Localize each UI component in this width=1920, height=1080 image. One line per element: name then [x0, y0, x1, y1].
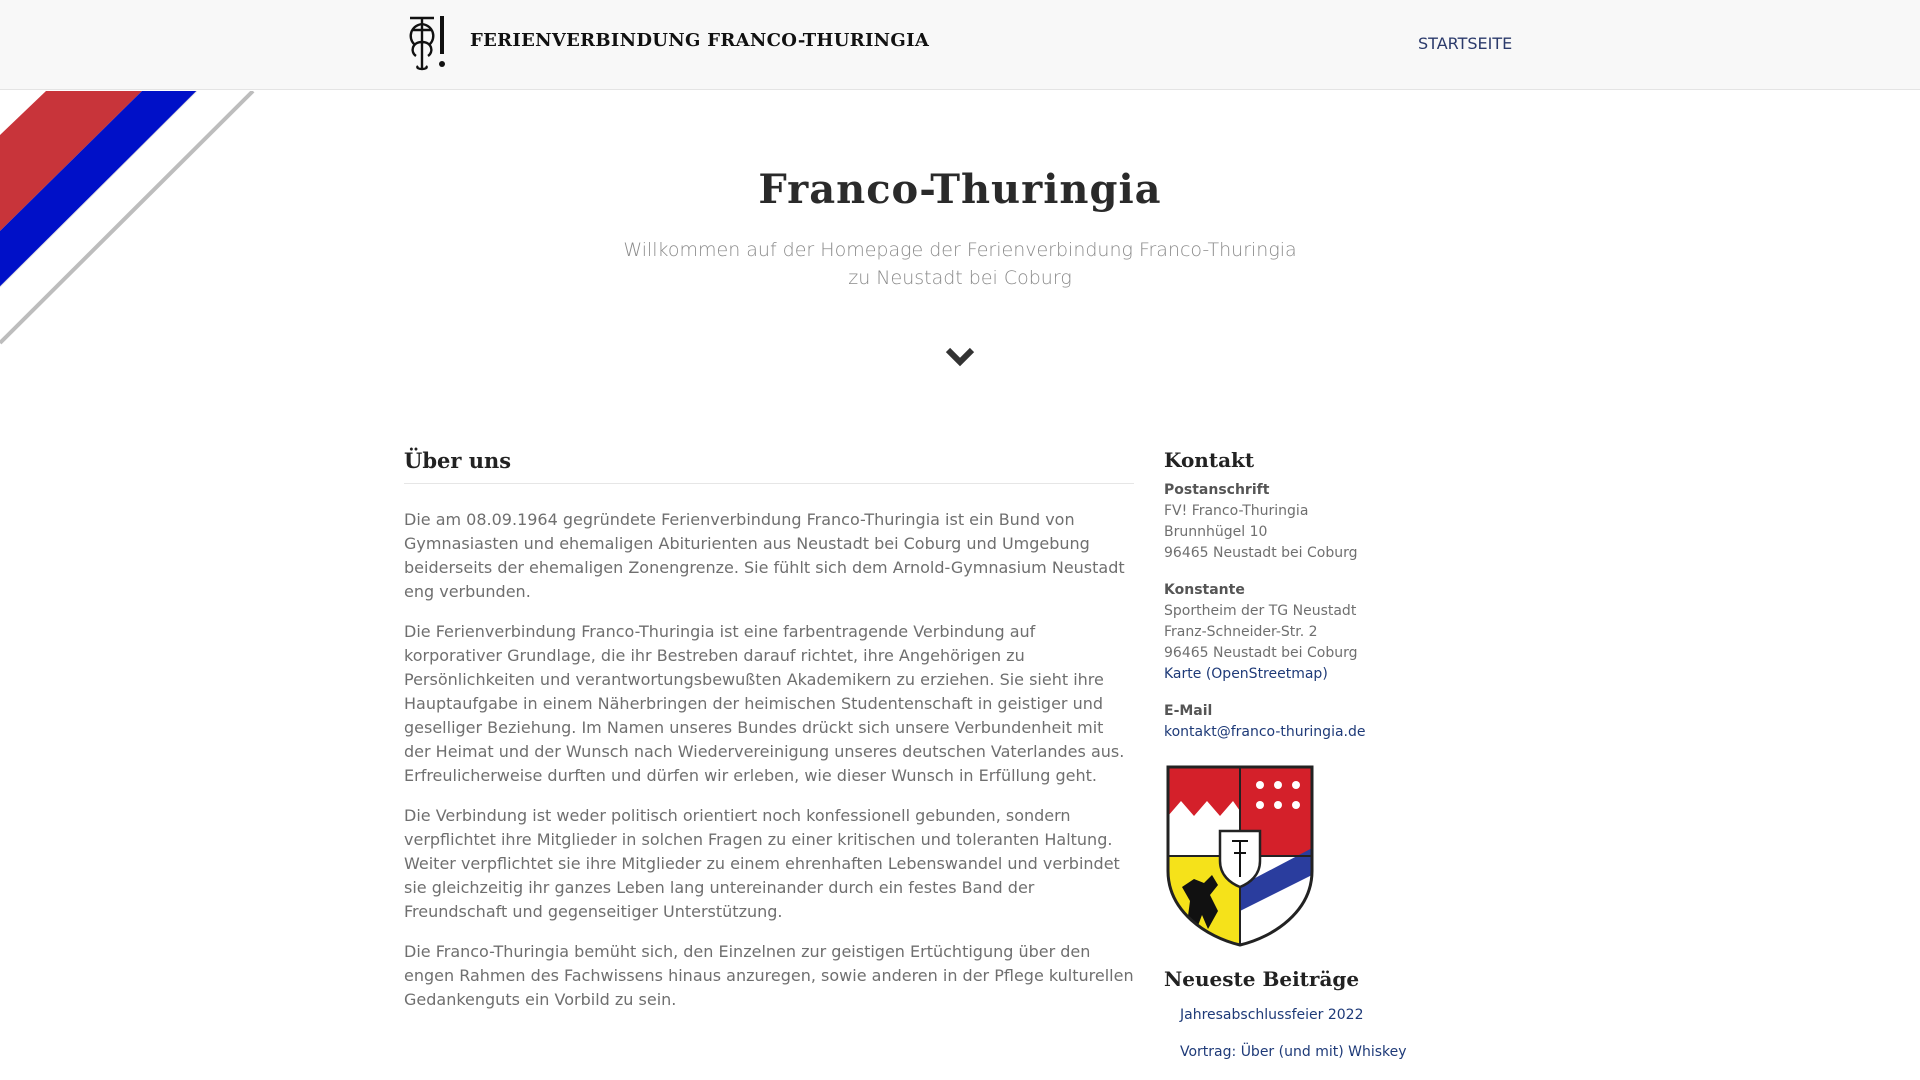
map-link[interactable]: Karte (OpenStreetmap) — [1164, 666, 1328, 682]
post-link[interactable]: Jahresabschlussfeier 2022 — [1180, 1007, 1364, 1023]
email-link[interactable]: kontakt@franco-thuringia.de — [1164, 724, 1366, 740]
konstante-label: Konstante — [1164, 582, 1245, 598]
address-line: 96465 Neustadt bei Coburg — [1164, 645, 1358, 661]
nav-startseite[interactable]: STARTSEITE — [1418, 34, 1513, 53]
konstante-address — [1164, 580, 1504, 685]
about-section — [404, 448, 1134, 1028]
recent-posts-list — [1164, 1005, 1504, 1063]
address-line: Brunnhügel 10 — [1164, 524, 1268, 540]
list-item — [1164, 1042, 1504, 1063]
about-paragraph: Die am 08.09.1964 gegründete Ferienverbindung Franco-Thuringia ist ein Bund von Gymnasiasten und ehemaligen Abiturienten aus Neustadt bei Coburg und Umgebung beiderseits der ehemaligen Zonengrenze. Sie fühlt sich dem Arnold-Gymnasium Neustadt eng verbunden. — [404, 510, 1125, 601]
post-link[interactable]: Vortrag: Über (und mit) Whiskey — [1180, 1044, 1407, 1060]
about-paragraph: Die Ferienverbindung Franco-Thuringia ist eine farbentragende Verbindung auf korporativer Grundlage, die ihr Bestreben darauf richtet, ihre Angehörigen zu Persönlichkeiten und verantwortungsbewußten Akademikern zu erziehen. Sie sieht ihre Hauptaufgabe in einem Näherbringen der heimischen Studentenschaft in geistiger und geselliger Beziehung. Im Namen unseres Bundes drückt sich unsere Verbundenheit mit der Heimat und der Wunsch nach Wiedervereinigung unseres deutschen Vaterlandes aus. Erfreulicherweise durften und dürfen wir erleben, wie dieser Wunsch in Erfüllung geht. — [404, 622, 1125, 785]
postal-address — [1164, 480, 1504, 564]
address-line: FV! Franco-Thuringia — [1164, 503, 1309, 519]
site-title[interactable]: FERIENVERBINDUNG FRANCO-THURINGIA — [470, 30, 930, 51]
contact-heading: Kontakt — [1164, 448, 1255, 472]
top-navbar — [0, 0, 1920, 90]
color-stripes-decoration — [0, 91, 260, 351]
about-paragraph: Die Verbindung ist weder politisch orientiert noch konfessionell gebunden, sondern verpflichtet ihre Mitglieder in solchen Fragen zu einer kritischen und toleranten Haltung. Weiter verpflichtet sie ihre Mitglieder zu einem ehrenhaften Lebenswandel und verbindet sie gleichzeitig ihr ganzes Leben lang untereinander durch ein festes Band der Freundschaft und gegenseitiger Unterstützung. — [404, 806, 1120, 921]
coat-of-arms-icon — [1164, 761, 1316, 947]
email-label: E-Mail — [1164, 703, 1213, 719]
posts-heading: Neueste Beiträge — [1164, 967, 1360, 991]
address-line: 96465 Neustadt bei Coburg — [1164, 545, 1358, 561]
fv-monogram-icon[interactable] — [404, 12, 448, 76]
about-paragraph: Die Franco-Thuringia bemüht sich, den Einzelnen zur geistigen Ertüchtigung über den engen Rahmen des Fachwissens hinaus anzuregen, sowie anderen in der Pflege kulturellen Gedankenguts ein Vorbild zu sein. — [404, 942, 1134, 1009]
postal-label: Postanschrift — [1164, 482, 1270, 498]
address-line: Franz-Schneider-Str. 2 — [1164, 624, 1318, 640]
list-item — [1164, 1005, 1504, 1026]
hero-subtitle: Willkommen auf der Homepage der Ferienverbindung Franco-Thuringia zu Neustadt bei Coburg — [623, 239, 1297, 289]
chevron-down-icon[interactable] — [944, 344, 976, 368]
address-line: Sportheim der TG Neustadt — [1164, 603, 1357, 619]
sidebar — [1164, 448, 1504, 1079]
hero-title: Franco-Thuringia — [758, 166, 1162, 213]
about-heading: Über uns — [404, 448, 1134, 484]
email-block — [1164, 701, 1504, 743]
